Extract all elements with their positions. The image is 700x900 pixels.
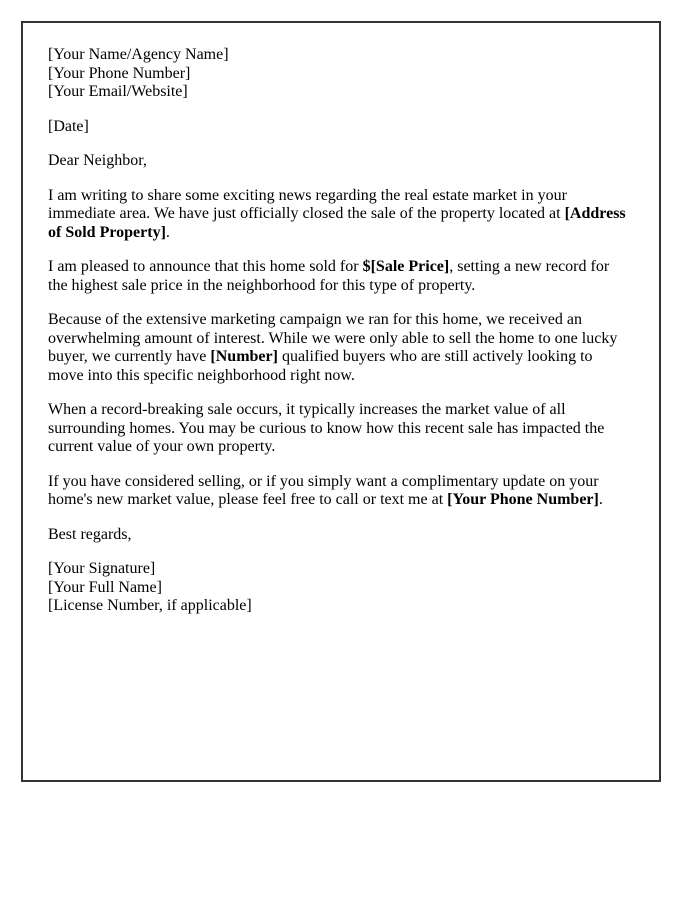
paragraph-text: If you have considered selling, or if you simply want a complimentary update on your home's new market value, please feel free to call or text me at	[48, 472, 599, 508]
letter-paragraph	[48, 401, 632, 457]
date-line: [Date]	[48, 117, 89, 135]
license-number-line: [License Number, if applicable]	[48, 597, 252, 614]
sender-name-line: [Your Name/Agency Name]	[48, 46, 229, 63]
closing: Best regards,	[48, 525, 132, 543]
full-name-line: [Your Full Name]	[48, 578, 162, 596]
letter-paragraph	[48, 473, 632, 510]
letter-paragraph	[48, 187, 632, 243]
signature-block	[48, 560, 632, 616]
paragraph-text: I am pleased to announce that this home sold for	[48, 258, 363, 275]
sender-phone-line: [Your Phone Number]	[48, 64, 191, 82]
letter-page	[21, 21, 661, 782]
letter-paragraph	[48, 311, 632, 385]
paragraph-text: Because of the extensive marketing campaign we ran for this home, we received an overwhelming amount of interest. While we were only able to sell the home to one lucky buyer, we currently have	[48, 311, 618, 365]
placeholder-bold-text: $[Sale Price]	[362, 258, 450, 275]
letter-paragraph	[48, 258, 632, 295]
paragraph-text: qualified buyers who are still actively looking to move into this specific neighborhood right now.	[48, 348, 593, 384]
letter-content	[48, 46, 632, 616]
paragraph-text: .	[165, 223, 170, 241]
salutation: Dear Neighbor,	[48, 152, 147, 169]
placeholder-bold-text: [Address of Sold Property]	[48, 205, 626, 241]
placeholder-bold-text: [Your Phone Number]	[447, 491, 599, 508]
sender-email-line: [Your Email/Website]	[48, 83, 188, 100]
placeholder-bold-text: [Number]	[210, 348, 278, 365]
signature-line: [Your Signature]	[48, 560, 156, 577]
paragraph-text: , setting a new record for the highest sale price in the neighborhood for this type of property.	[48, 258, 610, 294]
sender-info-block	[48, 46, 632, 102]
letter-body	[48, 187, 632, 510]
paragraph-text: I am writing to share some exciting news regarding the real estate market in your immediate area. We have just officially closed the sale of the property located at	[48, 186, 567, 222]
paragraph-text: .	[598, 491, 603, 508]
paragraph-text: When a record-breaking sale occurs, it typically increases the market value of all surrounding homes. You may be curious to know how this recent sale has impacted the current value of your own property.	[48, 401, 605, 455]
